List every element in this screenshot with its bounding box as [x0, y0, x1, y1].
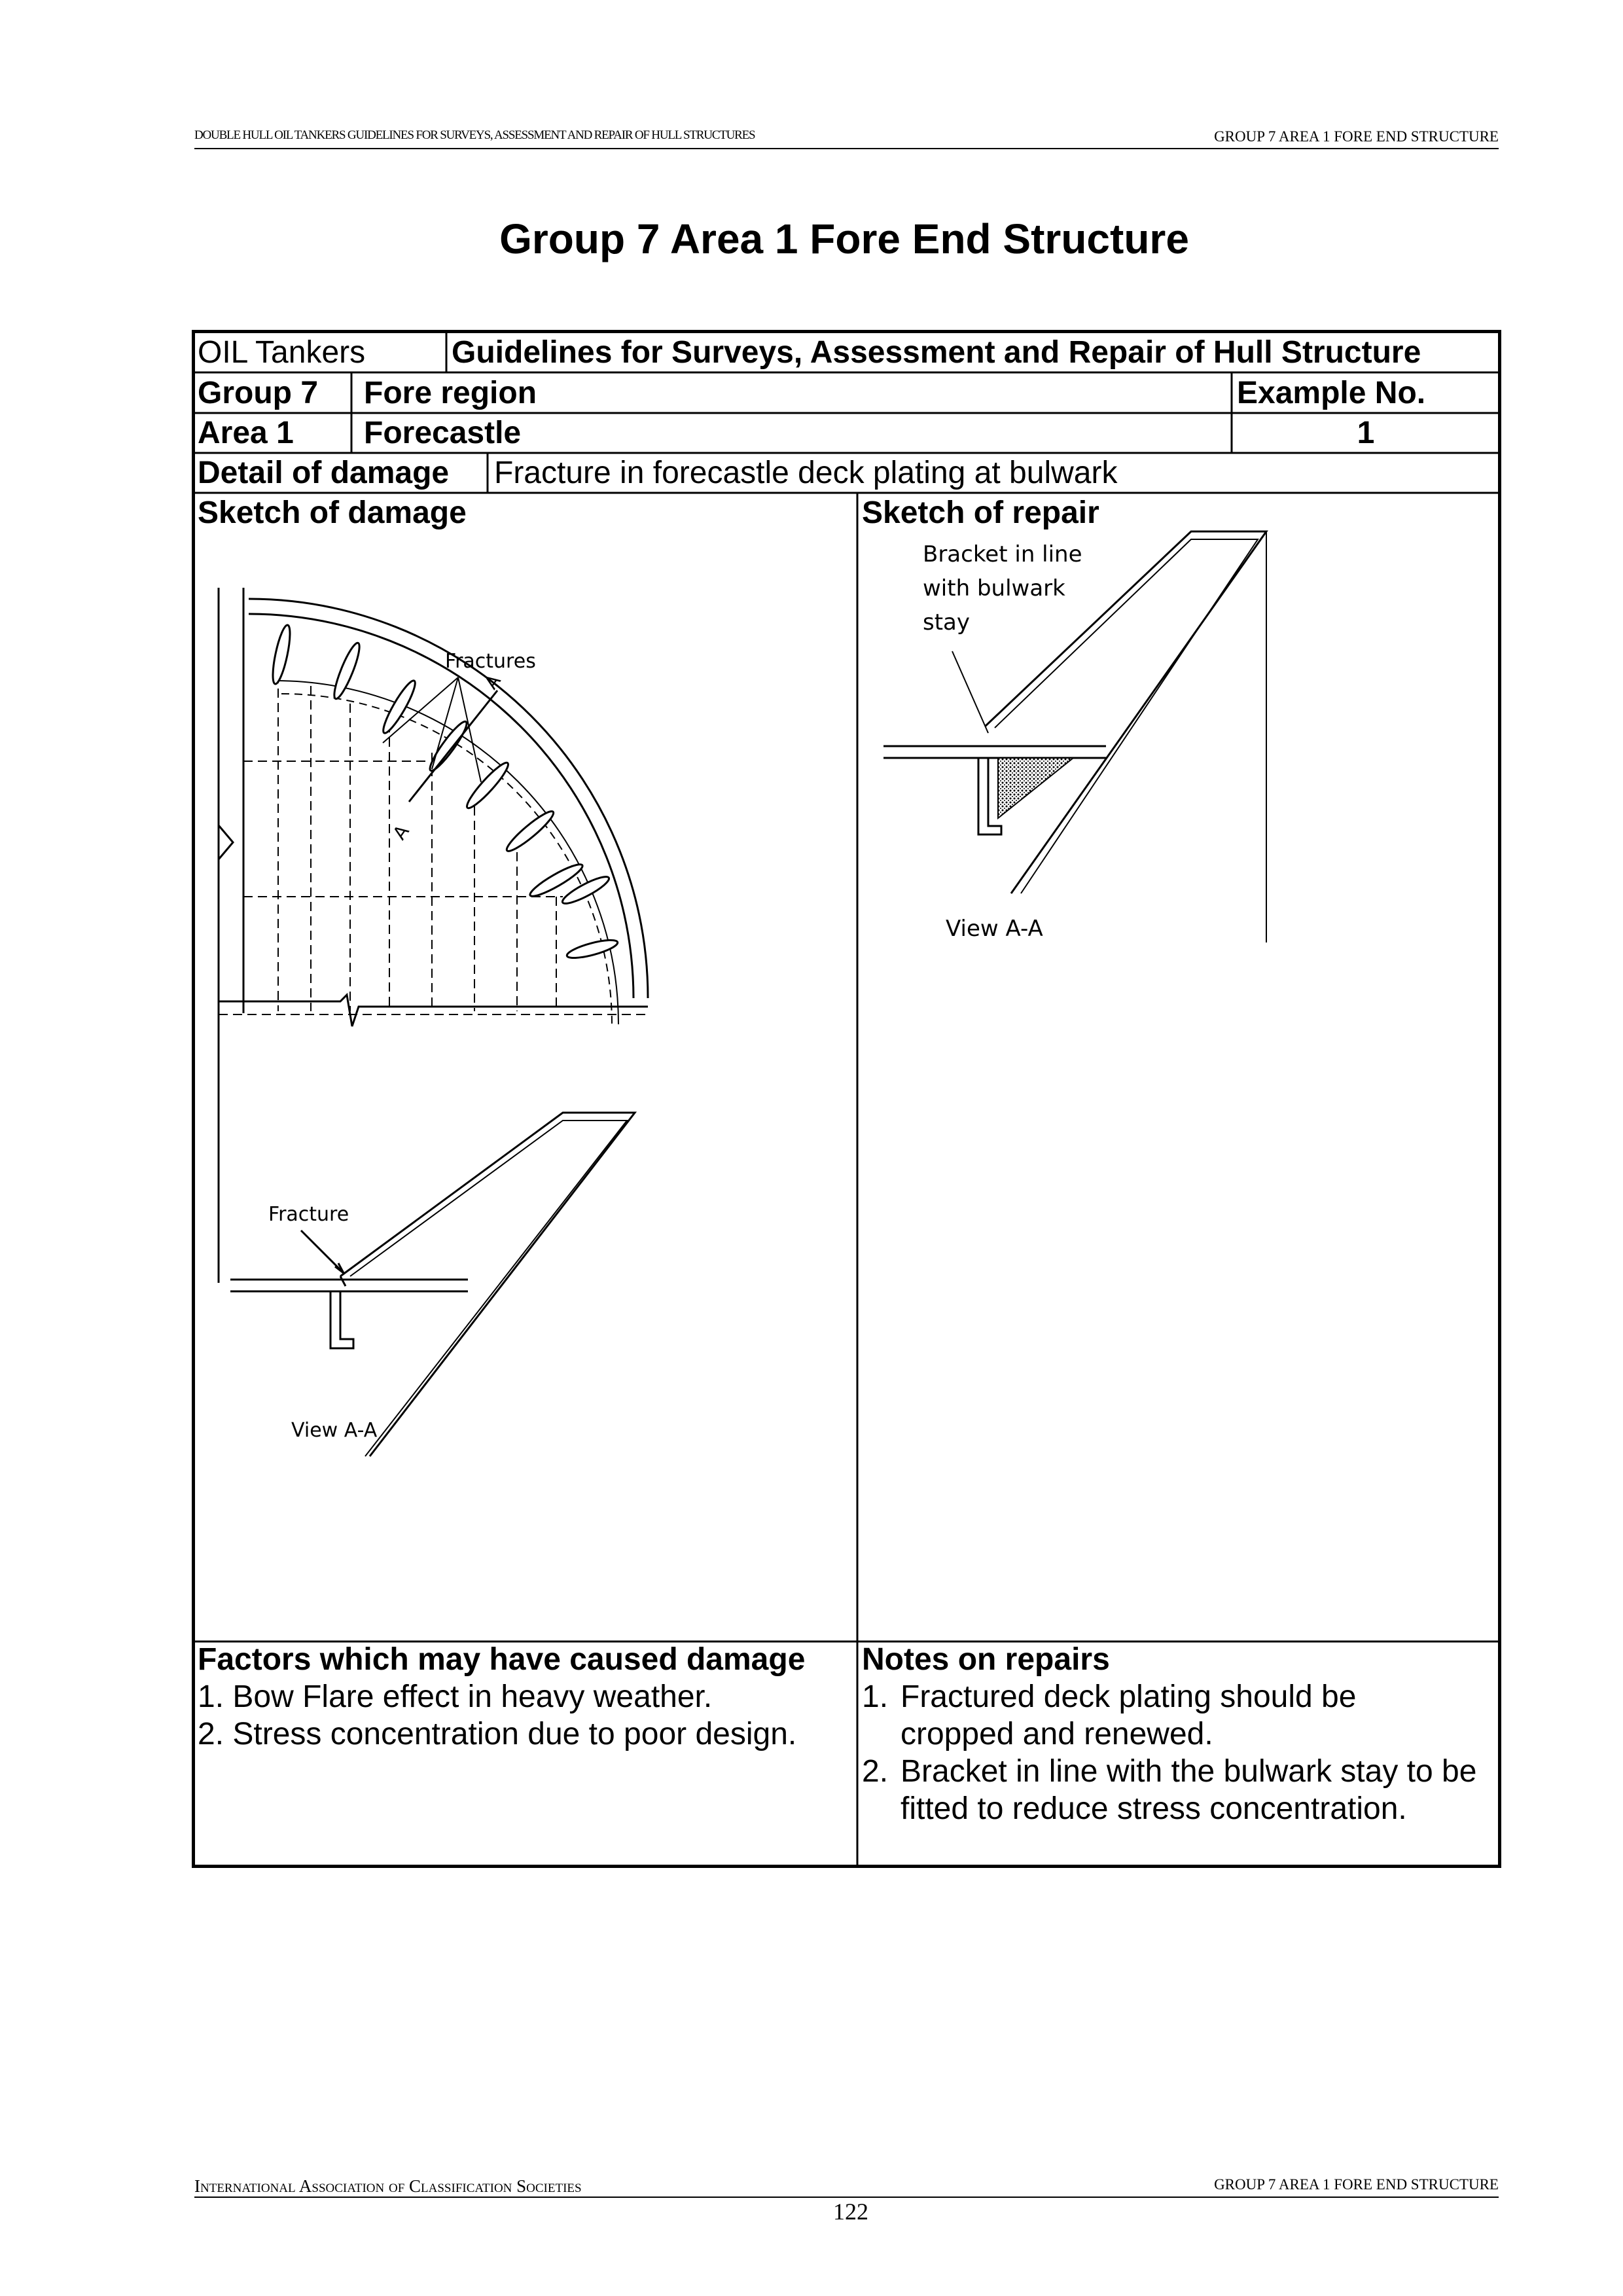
- view-aa-label: View A-A: [291, 1419, 378, 1442]
- running-header-left: DOUBLE HULL OIL TANKERS GUIDELINES FOR SURVEYS, ASSESSMENT AND REPAIR OF HULL STRUCTURES: [194, 128, 755, 142]
- sketch-of-repair-heading: Sketch of repair: [862, 495, 1099, 530]
- notes-heading: Notes on repairs: [862, 1642, 1110, 1677]
- oil-tankers-label: OIL Tankers: [198, 335, 366, 370]
- example-number: 1: [1357, 416, 1375, 450]
- page-title: Group 7 Area 1 Fore End Structure: [499, 215, 1189, 262]
- detail-value: Fracture in forecastle deck plating at bulwark: [494, 456, 1118, 490]
- page-number: 122: [833, 2198, 868, 2225]
- repair-bracket-label-line2: with bulwark: [923, 575, 1065, 601]
- example-label: Example No.: [1237, 376, 1426, 410]
- repair-view-aa-label: View A-A: [946, 916, 1043, 942]
- footer-left: International Association of Classification Societies: [194, 2176, 582, 2196]
- sketch-of-damage-heading: Sketch of damage: [198, 495, 467, 530]
- note-number: 1.: [862, 1679, 889, 1714]
- fractures-label: Fractures: [445, 650, 536, 673]
- note-text: Bracket in line with the bulwark stay to be fitted to reduce stress concentration.: [901, 1754, 1477, 1826]
- fracture-label: Fracture: [268, 1203, 349, 1226]
- detail-label: Detail of damage: [198, 456, 450, 490]
- footer-right: GROUP 7 AREA 1 FORE END STRUCTURE: [1214, 2176, 1499, 2193]
- repair-bracket-label-line3: stay: [923, 609, 971, 636]
- guidelines-title: Guidelines for Surveys, Assessment and Repair of Hull Structure: [452, 335, 1421, 370]
- repair-bracket-label-line1: Bracket in line: [923, 541, 1082, 567]
- section-mark-label: A: [388, 821, 414, 844]
- note-number: 2.: [862, 1754, 889, 1789]
- section-mark-label: A: [480, 670, 505, 694]
- factors-heading: Factors which may have caused damage: [198, 1642, 806, 1677]
- factor-item: 1. Bow Flare effect in heavy weather.: [198, 1679, 713, 1714]
- note-text: Fractured deck plating should be cropped and renewed.: [901, 1679, 1357, 1751]
- factor-item: 2. Stress concentration due to poor design.: [198, 1717, 797, 1751]
- group-value: Fore region: [364, 376, 537, 410]
- running-header-right: GROUP 7 AREA 1 FORE END STRUCTURE: [1214, 128, 1499, 145]
- area-label: Area 1: [198, 416, 294, 450]
- group-label: Group 7: [198, 376, 319, 410]
- area-value: Forecastle: [364, 416, 522, 450]
